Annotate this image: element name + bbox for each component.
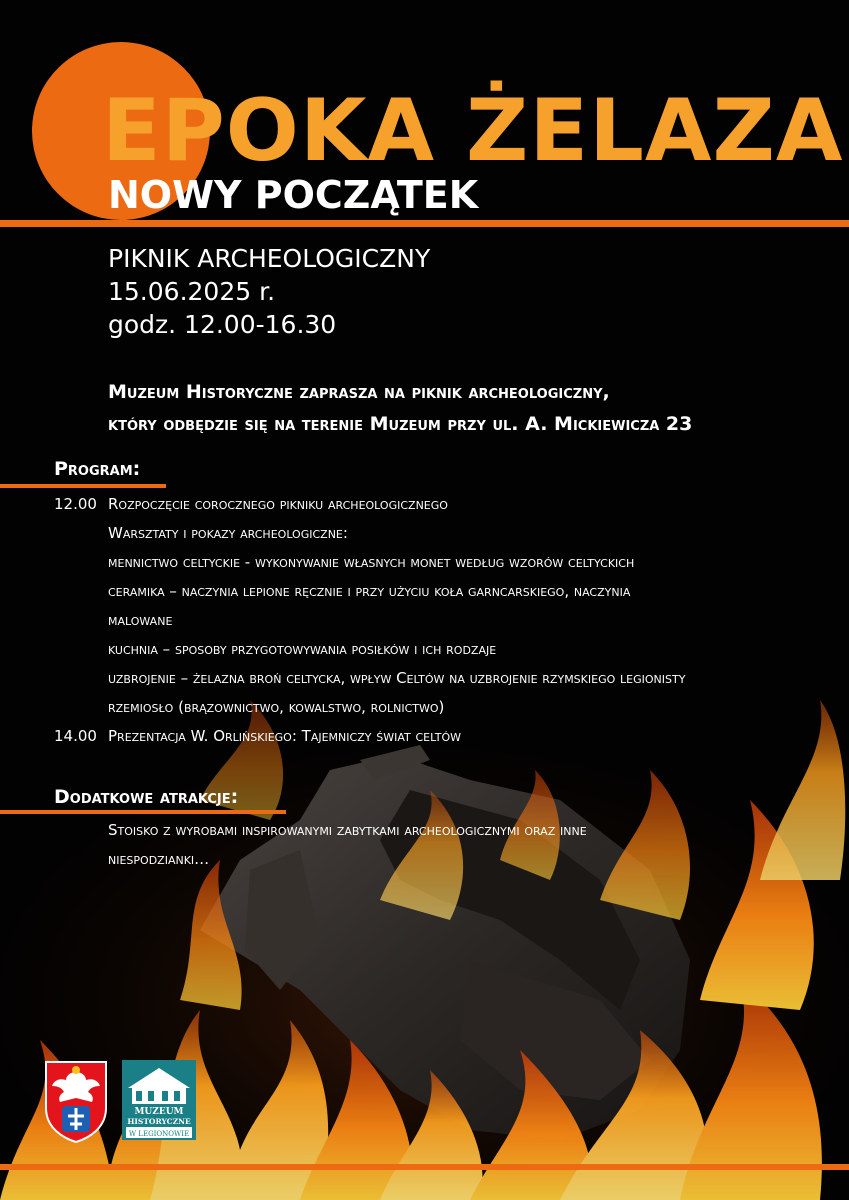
program-text: mennictwo celtyckie - wykonywanie własnych monet według wzorów celtyckich — [108, 553, 635, 571]
program-text: malowane — [108, 611, 173, 629]
event-hours: godz. 12.00-16.30 — [108, 310, 337, 339]
program-text: kuchnia – sposoby przygotowywania posiłków i ich rodzaje — [108, 640, 497, 658]
program-row — [54, 548, 834, 577]
logos — [44, 1058, 214, 1148]
program-time: 12.00 — [54, 495, 97, 513]
program-row — [54, 519, 834, 548]
legionowo-coat-of-arms-icon — [46, 1062, 106, 1142]
extras-heading: Dodatkowe atrakcje: — [54, 786, 239, 808]
event-kind: PIKNIK ARCHEOLOGICZNY — [108, 244, 431, 273]
poster-title: EPOKA ŻELAZA — [102, 81, 844, 181]
program-text: uzbrojenie – żelazna broń celtycka, wpływ Celtów na uzbrojenie rzymskiego legionisty — [108, 669, 686, 687]
program-text: Prezentacja W. Orlińskiego: Tajemniczy świat celtów — [108, 727, 461, 745]
program-row — [54, 490, 834, 519]
extras-line-1: Stoisko z wyrobami inspirowanymi zabytkami archeologicznymi oraz inne — [108, 821, 587, 839]
invitation-text — [108, 376, 692, 440]
program-heading: Program: — [54, 458, 141, 480]
program-row — [54, 693, 834, 722]
museum-logo-line-2: HISTORYCZNE — [127, 1117, 191, 1126]
program-row — [54, 664, 834, 693]
program-text: rzemiosło (brązownictwo, kowalstwo, rolnictwo) — [108, 698, 445, 716]
event-date: 15.06.2025 r. — [108, 277, 276, 306]
program-time: 14.00 — [54, 727, 97, 745]
invitation-line-1: Muzeum Historyczne zaprasza na piknik archeologiczny, — [108, 381, 610, 403]
museum-logo-icon — [122, 1060, 196, 1140]
program-row — [54, 635, 834, 664]
program-text: Warsztaty i pokazy archeologiczne: — [108, 524, 348, 542]
extras-line-2: niespodzianki… — [108, 850, 210, 868]
program-list — [54, 490, 834, 751]
program-heading-rule — [0, 484, 166, 488]
program-row — [54, 606, 834, 635]
program-row — [54, 722, 834, 751]
museum-logo-line-1: MUZEUM — [134, 1107, 184, 1117]
extras-heading-rule — [0, 810, 286, 814]
museum-logo-line-3: W LEGIONOWIE — [128, 1130, 190, 1138]
footer-divider — [0, 1164, 849, 1170]
program-row — [54, 577, 834, 606]
poster-subtitle: NOWY POCZĄTEK — [108, 173, 479, 217]
event-info — [108, 242, 430, 341]
program-text: ceramika – naczynia lepione ręcznie i przy użyciu koła garncarskiego, naczynia — [108, 582, 631, 600]
invitation-line-2: który odbędzie się na terenie Muzeum przy ul. A. Mickiewicza 23 — [108, 413, 693, 435]
extras-text — [108, 816, 758, 874]
program-text: Rozpoczęcie corocznego pikniku archeologicznego — [108, 495, 448, 513]
header-divider — [0, 220, 849, 227]
